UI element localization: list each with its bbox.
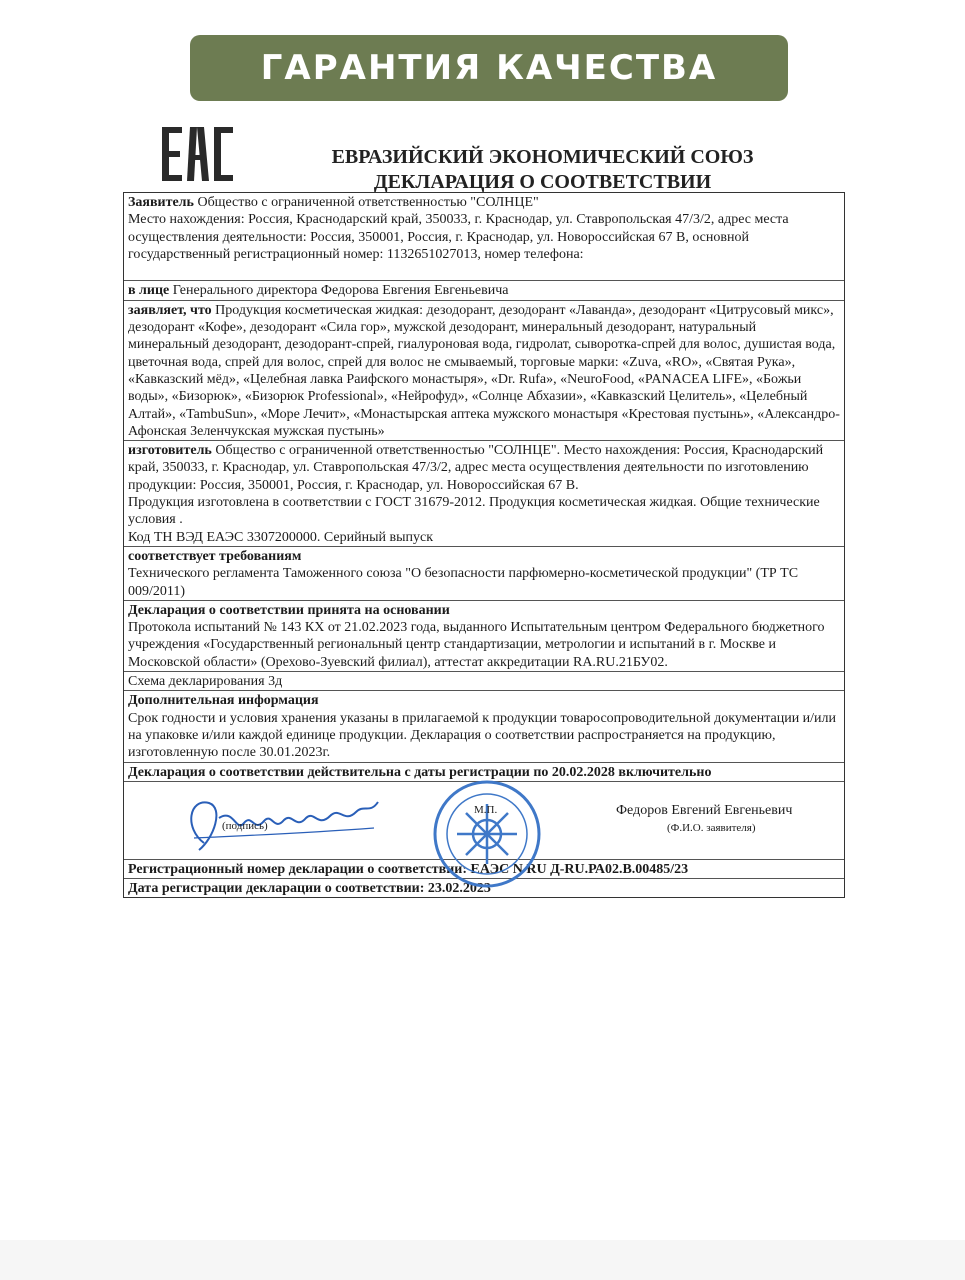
manufacturer-section [124, 441, 844, 547]
applicant-name: Общество с ограниченной ответственностью "СОЛНЦЕ" [197, 195, 539, 210]
basis-section [124, 601, 844, 672]
additional-text: Срок годности и условия хранения указаны в прилагаемой к продукции товаросопроводительной документации и/или на упаковке и/или каждой единице продукции. Декларация о соответствии распространяется на продукцию, изготовленную после 30.01.2023г. [128, 710, 837, 761]
bottom-band [0, 1240, 965, 1280]
company-stamp [417, 774, 557, 894]
complies-section [124, 547, 844, 601]
additional-section [124, 691, 844, 762]
code-text: Код ТН ВЭД ЕАЭС 3307200000. Серийный выпуск [128, 529, 433, 545]
signatory-name: Федоров Евгений Евгеньевич [616, 802, 793, 818]
registration-date: Дата регистрации декларации о соответствии: 23.02.2023 [128, 881, 491, 897]
additional-label: Дополнительная информация [128, 693, 319, 709]
basis-text: Протокола испытаний № 143 КХ от 21.02.2023 года, выданного Испытательным центром Федерального бюджетного учреждения «Государственный региональный центр стандартизации, метрологии и испытаний в г. Москве и Московской области» (Орехово-Зуевский филиал), аттестат аккредитации RA.RU.21БУ02. [128, 620, 825, 670]
signatory-caption: (Ф.И.О. заявителя) [667, 821, 756, 834]
registration-number: Регистрационный номер декларации о соответствии: ЕАЭС N RU Д-RU.РА02.В.00485/23 [128, 861, 689, 877]
signature-section [124, 782, 844, 860]
person-section [124, 281, 844, 300]
declares-text: Продукция косметическая жидкая: дезодорант, дезодорант «Лаванда», дезодорант «Цитрусовый микс», дезодорант «Кофе», дезодорант «Сила гор», мужской дезодорант, минеральный дезодорант, натуральный минеральный дезодорант, дезодорант-спрей, гиалуроновая вода, гидролат, сыворотка-спрей для волос, душистая вода, цветочная вода, спрей для волос, спрей для волос не смываемый, торговые марки: «Zuva, «RO», «Святая Рука», «Кавказский мёд», «Целебная лавка Раифского монастыря», «Dr. Rufa», «NeuroFood, «PANACEA LIFE», «Божьи воды», «Бизорюк», «Бизорюк Professional», «Нейрофуд», «Солнце Абхазии», «Кавказский Целитель», «Целебный Алтай», «TambuSun», «Море Лечит», «Монастырская аптека мужского монастыря «Крестовая пустынь», «Александро-Афонская Зеленчукская мужская пустынь» [128, 302, 840, 439]
signature-caption: (подпись) [222, 819, 268, 832]
person-text: Генерального директора Федорова Евгения Евгеньевича [172, 283, 509, 299]
declares-section [124, 301, 844, 441]
manufacturer-label: изготовитель [128, 443, 212, 459]
declaration-body [123, 192, 845, 898]
eac-logo [160, 125, 235, 183]
declares-label: заявляет, что [128, 302, 212, 318]
applicant-section [124, 193, 844, 281]
applicant-label: Заявитель [128, 195, 194, 210]
basis-label: Декларация о соответствии принята на основании [128, 602, 450, 618]
applicant-address: Место нахождения: Россия, Краснодарский край, 350033, г. Краснодар, ул. Ставропольская 47/3/2, адрес места осуществления деятельности: Россия, 350001, Россия, г. Краснодар, ул. Новороссийская 67 В, основной государственный регистрационный номер: 1132651027013, номер телефона: [128, 212, 789, 262]
document-header [300, 145, 785, 195]
manufacturer-text: Общество с ограниченной ответственностью "СОЛНЦЕ". Место нахождения: Россия, Краснодарский край, 350033, г. Краснодар, ул. Ставропольская 47/3/2, адрес места осуществления деятельности по изготовлению продукции: Россия, 350001, Россия, г. Краснодар, ул. Новороссийская 67 В. [128, 443, 824, 493]
scheme-section [124, 672, 844, 691]
mp-label: М.П. [474, 803, 498, 816]
signature-scribble [174, 788, 384, 858]
complies-label: соответствует требованиям [128, 548, 302, 564]
org-title: ЕВРАЗИЙСКИЙ ЭКОНОМИЧЕСКИЙ СОЮЗ [331, 146, 754, 168]
quality-guarantee-banner: ГАРАНТИЯ КАЧЕСТВА [190, 35, 788, 101]
person-label: в лице [128, 283, 170, 299]
doc-title: ДЕКЛАРАЦИЯ О СООТВЕТСТВИИ [373, 171, 712, 193]
validity-text: Декларация о соответствии действительна с даты регистрации по 20.02.2028 включительно [128, 764, 712, 780]
gost-text: Продукция изготовлена в соответствии с ГОСТ 31679-2012. Продукция косметическая жидкая. Общие технические условия . [128, 495, 820, 528]
scheme-text: Схема декларирования 3д [128, 674, 283, 690]
complies-text: Технического регламента Таможенного союза "О безопасности парфюмерно-косметической продукции" (ТР ТС 009/2011) [128, 566, 799, 599]
